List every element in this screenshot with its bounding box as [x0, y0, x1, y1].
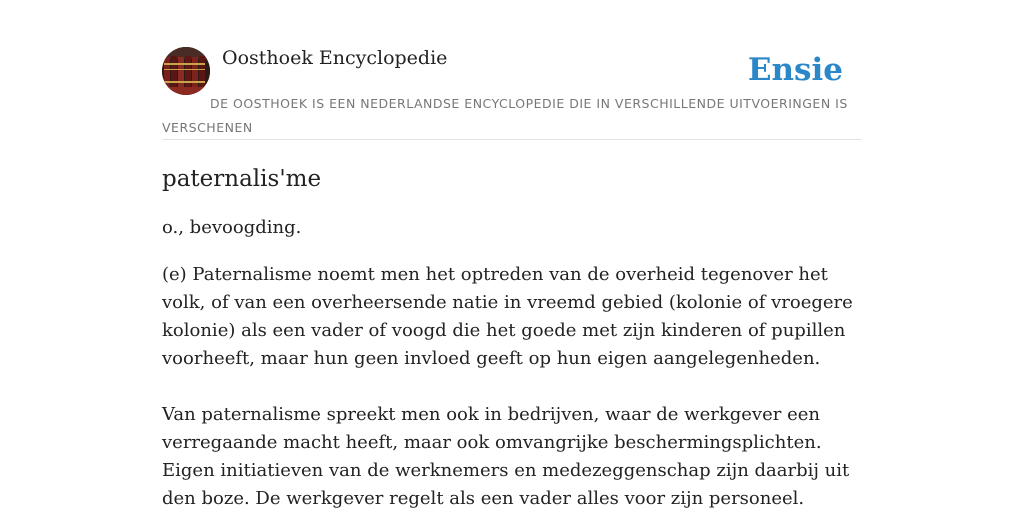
article-grammar: o., bevoogding.: [162, 217, 302, 238]
article: [162, 162, 862, 512]
site-title[interactable]: Oosthoek Encyclopedie: [222, 47, 448, 69]
site-header: [162, 46, 862, 140]
article-paragraph: (e) Paternalisme noemt men het optreden van de overheid tegenover het volk, of van een overheersende natie in vreemd gebied (kolonie of vroegere kolonie) als een vader of voogd die het goede met zijn kinderen of pupillen voorheeft, maar hun geen invloed geeft op hun eigen aangelegenheden.: [162, 264, 853, 369]
encyclopedia-volumes-icon[interactable]: [162, 47, 210, 95]
brand-logo[interactable]: Ensie: [747, 52, 843, 88]
site-tagline: DE OOSTHOEK IS EEN NEDERLANDSE ENCYCLOPEDIE DIE IN VERSCHILLENDE UITVOERINGEN IS VERSCHENEN: [162, 96, 848, 135]
article-paragraph: Van paternalisme spreekt men ook in bedrijven, waar de werkgever een verregaande macht heeft, maar ook omvangrijke beschermingsplichten. Eigen initiatieven van de werknemers en medezeggenschap zijn daarbij uit den boze. De werkgever regelt als een vader alles voor zijn personeel.: [162, 404, 850, 509]
article-headword: paternalis'me: [162, 166, 322, 192]
